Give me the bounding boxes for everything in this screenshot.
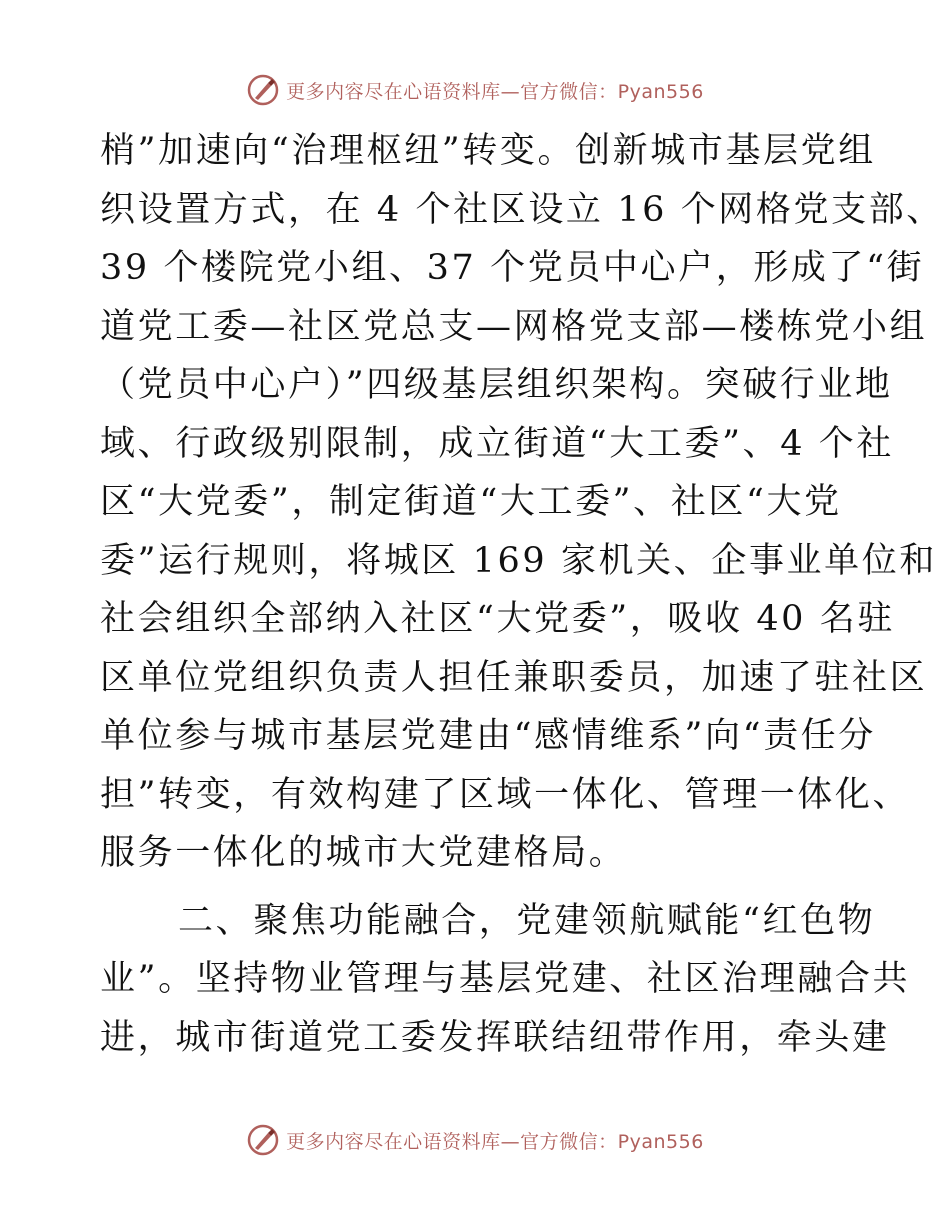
text-line: 社会组织全部纳入社区“大党委”，吸收 40 名驻	[100, 599, 895, 639]
text-line: 服务一体化的城市大党建格局。	[100, 833, 627, 873]
text-line: 委”运行规则，将城区 169 家机关、企事业单位和	[100, 540, 937, 581]
header-watermark	[0, 70, 950, 110]
document-body	[100, 122, 944, 1067]
text-line: 业”。坚持物业管理与基层党建、社区治理融合共	[100, 959, 911, 999]
text-line: 39 个楼院党小组、37 个党员中心户，形成了“街	[100, 248, 925, 288]
paragraph-2	[100, 892, 911, 1068]
text-line: 域、行政级别限制，成立街道“大工委”、4 个社	[100, 423, 894, 464]
section-heading-line: 二、聚焦功能融合，党建领航赋能“红色物	[178, 900, 876, 941]
paragraph-gap	[100, 883, 852, 892]
text-line: 梢”加速向“治理枢纽”转变。创新城市基层党组	[100, 131, 876, 171]
pen-circle-logo-icon	[246, 73, 280, 107]
footer-watermark	[0, 1120, 950, 1160]
text-line: 区“大党委”，制定街道“大工委”、社区“大党	[100, 482, 842, 522]
pen-circle-logo-icon	[246, 1123, 280, 1157]
text-line: 织设置方式，在 4 个社区设立 16 个网格党支部、	[100, 189, 944, 230]
text-line: （党员中心户）”四级基层组织架构。突破行业地	[100, 365, 893, 405]
text-line: 单位参与城市基层党建由“感情维系”向“责任分	[100, 716, 876, 756]
text-line: 区单位党组织负责人担任兼职委员，加速了驻社区	[100, 657, 928, 698]
text-line: 道党工委—社区党总支—网格党支部—楼栋党小组	[100, 306, 928, 347]
paragraph-1	[100, 122, 944, 883]
watermark-text: 更多内容尽在心语资料库—官方微信：Pyan556	[286, 80, 704, 103]
text-line: 担”转变，有效构建了区域一体化、管理一体化、	[100, 774, 911, 815]
text-line: 进，城市街道党工委发挥联结纽带作用，牵头建	[100, 1017, 890, 1058]
watermark-text: 更多内容尽在心语资料库—官方微信：Pyan556	[286, 1130, 704, 1153]
